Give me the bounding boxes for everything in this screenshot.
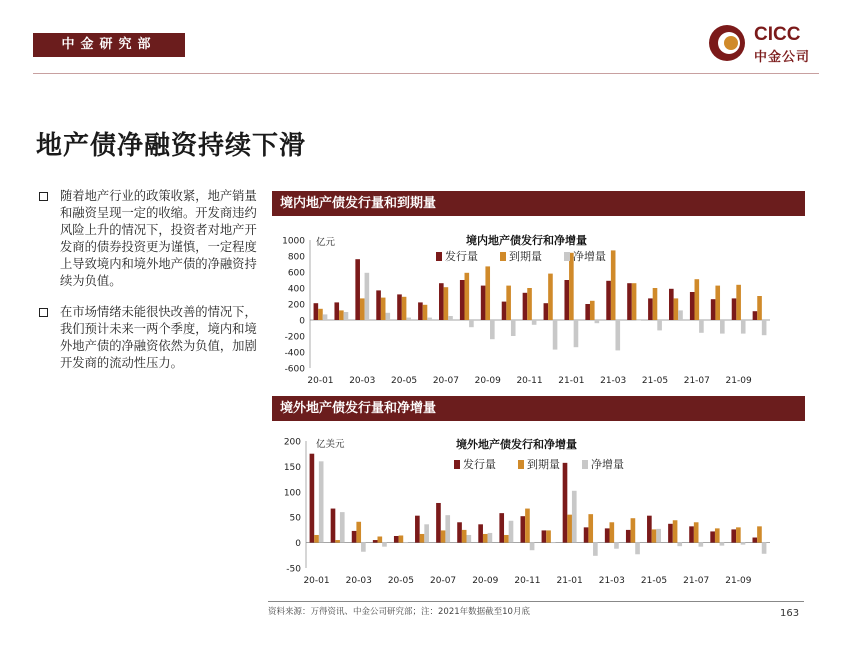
- x-tick-label: 20-09: [474, 376, 501, 386]
- x-tick-label: 20-11: [516, 376, 543, 386]
- bar-maturity: [546, 530, 551, 542]
- bar-net: [699, 543, 704, 547]
- bar-net: [490, 320, 495, 339]
- bar-issuance: [334, 302, 339, 320]
- bar-issuance: [564, 280, 569, 320]
- legend-swatch: [582, 460, 588, 469]
- bar-issuance: [439, 283, 444, 320]
- bar-issuance: [523, 293, 528, 320]
- page-number: 163: [780, 608, 800, 619]
- bar-net: [636, 320, 641, 321]
- y-tick-label: 200: [287, 300, 305, 311]
- bar-issuance: [710, 531, 715, 542]
- overseas-bond-chart: [272, 430, 805, 590]
- x-tick-label: 20-03: [349, 376, 376, 386]
- bar-issuance: [373, 540, 378, 543]
- bar-net: [532, 320, 537, 325]
- bar-maturity: [339, 310, 344, 320]
- bar-maturity: [674, 298, 679, 320]
- bar-issuance: [481, 286, 486, 320]
- bar-issuance: [711, 299, 716, 320]
- bar-issuance: [331, 509, 336, 543]
- bar-net: [385, 313, 390, 320]
- bar-maturity: [465, 273, 470, 320]
- bar-net: [511, 320, 516, 336]
- bar-issuance: [355, 259, 360, 320]
- page-title: 地产债净融资持续下滑: [36, 131, 307, 161]
- bar-maturity: [483, 534, 488, 543]
- y-tick-label: -600: [284, 364, 305, 375]
- bar-issuance: [606, 281, 611, 320]
- bullet-text: 在市场情绪未能很快改善的情况下，我们预计未来一两个季度，境内和境外地产债的净融资依然为负值，加剧开发商的流动性压力。: [60, 305, 257, 370]
- bar-maturity: [402, 297, 407, 320]
- bar-maturity: [420, 534, 425, 543]
- bar-issuance: [647, 516, 652, 543]
- bar-net: [319, 461, 324, 542]
- bar-issuance: [499, 513, 504, 542]
- bar-net: [720, 543, 725, 546]
- footer-divider: [268, 601, 804, 602]
- bar-issuance: [314, 303, 319, 320]
- x-tick-label: 20-03: [345, 576, 372, 586]
- bar-issuance: [668, 524, 673, 543]
- bar-net: [574, 320, 579, 347]
- x-tick-label: 20-09: [472, 576, 499, 586]
- legend-swatch: [436, 252, 442, 261]
- legend-label: 净增量: [591, 458, 624, 471]
- bar-net: [656, 529, 661, 543]
- bar-issuance: [627, 283, 632, 320]
- bar-maturity: [567, 515, 572, 543]
- bar-net: [762, 320, 767, 335]
- bullet-square-icon: [39, 308, 48, 317]
- x-tick-label: 21-05: [640, 576, 668, 586]
- bar-maturity: [715, 528, 720, 542]
- bar-issuance: [436, 503, 441, 543]
- bar-issuance: [731, 529, 736, 542]
- bar-issuance: [732, 298, 737, 320]
- bar-issuance: [753, 311, 758, 320]
- bar-issuance: [669, 289, 674, 320]
- bar-maturity: [444, 287, 449, 320]
- bar-issuance: [457, 522, 462, 542]
- bar-issuance: [394, 536, 399, 543]
- bar-maturity: [632, 283, 637, 320]
- bar-issuance: [605, 528, 610, 542]
- bar-net: [403, 543, 408, 544]
- bar-issuance: [310, 454, 315, 543]
- bar-net: [595, 320, 600, 323]
- y-tick-label: 50: [289, 513, 301, 524]
- domestic-chart-header: 境内地产债发行量和到期量: [272, 191, 805, 216]
- bar-maturity: [504, 535, 509, 543]
- bar-maturity: [314, 535, 319, 543]
- y-tick-label: 0: [299, 316, 305, 327]
- bullet-square-icon: [39, 192, 48, 201]
- domestic-bond-chart: [272, 226, 805, 390]
- unit-label: 亿元: [316, 237, 336, 248]
- y-tick-label: 800: [287, 252, 305, 263]
- bar-maturity: [527, 288, 532, 320]
- x-tick-label: 21-07: [683, 576, 710, 586]
- x-tick-label: 21-01: [556, 576, 583, 586]
- bar-net: [762, 543, 767, 554]
- bar-net: [340, 512, 345, 542]
- y-tick-label: -50: [286, 564, 301, 575]
- bar-issuance: [376, 290, 381, 320]
- bar-issuance: [648, 298, 653, 320]
- bar-maturity: [695, 279, 700, 320]
- bar-maturity: [652, 529, 657, 542]
- bar-issuance: [460, 280, 465, 320]
- bar-issuance: [584, 527, 589, 542]
- bar-maturity: [399, 535, 404, 542]
- bar-issuance: [520, 516, 525, 542]
- bar-maturity: [441, 530, 446, 542]
- bar-maturity: [611, 250, 616, 320]
- x-tick-label: 21-07: [683, 376, 710, 386]
- bar-net: [448, 316, 453, 320]
- chart-title: 境外地产债发行和净增量: [456, 438, 577, 451]
- legend-label: 发行量: [463, 458, 496, 471]
- bar-net: [572, 491, 577, 543]
- bullet-item: [36, 188, 258, 290]
- department-label: 中金研究部: [33, 33, 185, 57]
- x-tick-label: 21-09: [725, 376, 752, 386]
- bar-net: [323, 314, 328, 320]
- bar-issuance: [352, 531, 357, 543]
- bar-issuance: [690, 292, 695, 320]
- bar-net: [678, 310, 683, 320]
- y-tick-label: 200: [283, 437, 301, 448]
- bullet-list: [36, 188, 258, 386]
- x-tick-label: 20-07: [432, 376, 459, 386]
- x-tick-label: 20-05: [387, 576, 414, 586]
- bar-net: [530, 543, 535, 551]
- bar-net: [427, 318, 432, 320]
- y-tick-label: 1000: [282, 236, 305, 247]
- bar-maturity: [423, 305, 428, 320]
- bar-net: [657, 320, 662, 330]
- y-tick-label: 400: [287, 284, 305, 295]
- bar-maturity: [318, 309, 323, 320]
- y-tick-label: -200: [284, 332, 305, 343]
- bar-issuance: [563, 463, 568, 543]
- bar-issuance: [478, 524, 483, 542]
- logo-mark-icon: [708, 24, 746, 62]
- bullet-item: [36, 304, 258, 372]
- x-tick-label: 21-03: [598, 576, 625, 586]
- bar-issuance: [415, 516, 420, 543]
- bar-maturity: [653, 288, 658, 320]
- bar-maturity: [360, 298, 365, 320]
- bar-issuance: [397, 294, 402, 320]
- x-tick-label: 21-09: [725, 576, 752, 586]
- bar-maturity: [609, 522, 614, 542]
- bar-issuance: [542, 530, 547, 542]
- legend-label: 到期量: [509, 250, 542, 263]
- bar-net: [406, 318, 411, 320]
- bar-net: [467, 535, 472, 543]
- x-tick-label: 21-03: [600, 376, 627, 386]
- logo-chinese: 中金公司: [754, 50, 811, 65]
- bar-issuance: [689, 526, 694, 542]
- bar-maturity: [590, 301, 595, 320]
- header-divider: [33, 73, 819, 74]
- overseas-chart-header: 境外地产债发行量和净增量: [272, 396, 805, 421]
- bar-net: [677, 543, 682, 547]
- bar-net: [382, 543, 387, 547]
- bar-net: [365, 273, 370, 320]
- bar-issuance: [502, 302, 507, 320]
- legend-label: 发行量: [445, 250, 478, 263]
- bar-maturity: [736, 285, 741, 320]
- x-tick-label: 21-05: [641, 376, 669, 386]
- x-tick-label: 20-05: [391, 376, 418, 386]
- legend-swatch: [518, 460, 524, 469]
- chart-title: 境内地产债发行和净增量: [466, 234, 587, 247]
- unit-label: 亿美元: [316, 439, 345, 450]
- logo-english: CICC: [754, 24, 801, 45]
- bar-net: [344, 312, 349, 320]
- bar-maturity: [757, 526, 762, 542]
- bar-maturity: [736, 527, 741, 542]
- y-tick-label: 0: [295, 539, 301, 550]
- y-tick-label: 150: [283, 462, 301, 473]
- x-tick-label: 21-01: [558, 376, 585, 386]
- bar-net: [509, 521, 514, 543]
- bar-net: [553, 320, 558, 350]
- bar-maturity: [485, 266, 490, 320]
- bar-maturity: [356, 522, 361, 543]
- bar-issuance: [585, 304, 590, 320]
- bar-maturity: [525, 509, 530, 543]
- bar-maturity: [715, 286, 720, 320]
- bar-maturity: [757, 296, 762, 320]
- bar-net: [445, 515, 450, 542]
- legend-swatch: [564, 252, 570, 261]
- bar-issuance: [418, 302, 423, 320]
- y-tick-label: 600: [287, 268, 305, 279]
- bar-net: [615, 320, 620, 350]
- bar-maturity: [335, 540, 340, 543]
- bar-net: [488, 533, 493, 543]
- x-tick-label: 20-07: [430, 576, 457, 586]
- bar-maturity: [506, 286, 511, 320]
- legend-swatch: [454, 460, 460, 469]
- bar-maturity: [462, 530, 467, 543]
- bar-net: [361, 543, 366, 552]
- bar-net: [551, 543, 556, 544]
- y-tick-label: 100: [283, 488, 301, 499]
- bullet-text: 随着地产行业的政策收紧，地产销量和融资呈现一定的收缩。开发商违约风险上升的情况下，投资者对地产开发商的债券投资更为谨慎，一定程度上导致境内和境外地产债的净融资持续为负值。: [60, 189, 257, 288]
- company-logo: [708, 22, 828, 64]
- bar-maturity: [631, 518, 636, 542]
- y-tick-label: -400: [284, 348, 305, 359]
- bar-issuance: [626, 530, 631, 543]
- x-tick-label: 20-11: [514, 576, 541, 586]
- bar-maturity: [694, 522, 699, 542]
- legend-swatch: [500, 252, 506, 261]
- bar-net: [424, 524, 429, 542]
- bar-net: [469, 320, 474, 327]
- x-tick-label: 20-01: [303, 576, 330, 586]
- bar-net: [614, 543, 619, 549]
- bar-net: [720, 320, 725, 334]
- bar-maturity: [548, 274, 553, 320]
- bar-net: [699, 320, 704, 333]
- legend-label: 到期量: [527, 458, 560, 471]
- bar-maturity: [377, 537, 382, 543]
- bar-net: [593, 543, 598, 556]
- bar-net: [635, 543, 640, 555]
- bar-maturity: [588, 514, 593, 542]
- bar-net: [741, 320, 746, 334]
- x-tick-label: 20-01: [307, 376, 334, 386]
- bar-maturity: [381, 298, 386, 320]
- legend-label: 净增量: [573, 250, 606, 263]
- bar-issuance: [544, 303, 549, 320]
- bar-issuance: [752, 538, 757, 543]
- bar-maturity: [673, 520, 678, 542]
- source-note: 资料来源：万得资讯、中金公司研究部；注：2021年数据截至10月底: [268, 607, 530, 617]
- bar-net: [741, 543, 746, 545]
